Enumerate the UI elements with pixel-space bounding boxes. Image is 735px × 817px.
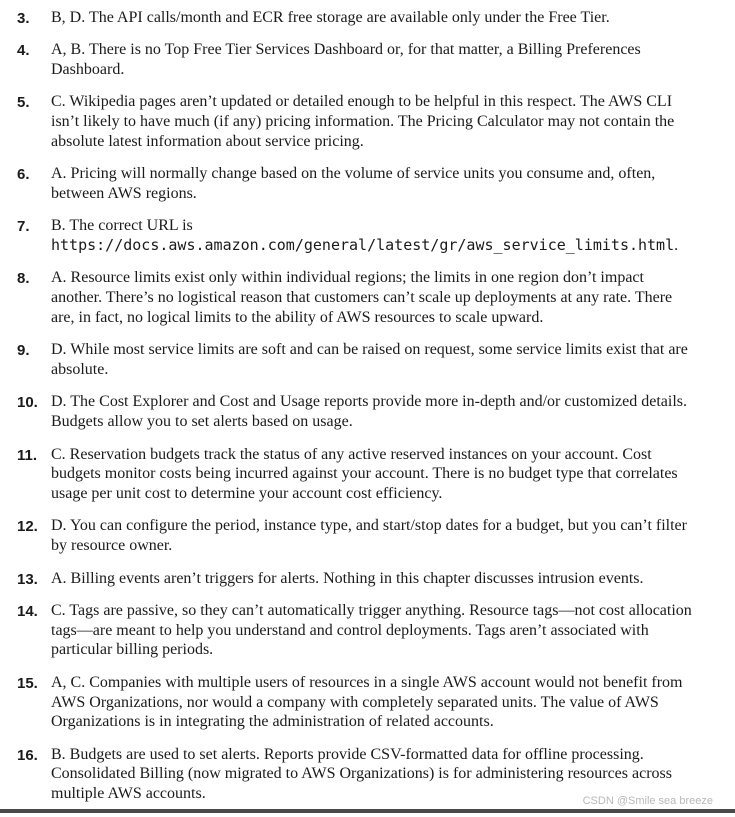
answer-number: 10. — [17, 394, 38, 412]
answer-text: C. Reservation budgets track the status of any active reserved instances on your account. Cost budgets monitor costs being incurred against your account. There is no budget type that correlates usage per unit cost to determine your account cost efficiency. — [51, 445, 678, 503]
answer-item-4 — [0, 40, 735, 80]
answer-number: 3. — [17, 10, 30, 27]
answer-item-9 — [0, 340, 735, 380]
answer-number: 11. — [17, 446, 38, 464]
answer-item-10 — [0, 392, 735, 432]
answer-item-12 — [0, 516, 735, 556]
answer-text: D. You can configure the period, instance type, and start/stop dates for a budget, but you can’t filter by resource owner. — [51, 517, 687, 555]
answer-item-6 — [0, 164, 735, 204]
answer-item-14 — [0, 601, 735, 660]
answer-text: A. Billing events aren’t triggers for alerts. Nothing in this chapter discusses intrusion events. — [51, 569, 644, 587]
answer-text-suffix: . — [674, 237, 679, 255]
answer-item-8 — [0, 268, 735, 327]
answer-number: 15. — [17, 674, 38, 692]
answer-item-15 — [0, 673, 735, 732]
answer-item-7 — [0, 216, 735, 256]
answer-item-11 — [0, 445, 735, 504]
answer-text: A. Pricing will normally change based on the volume of service units you consume and, often, between AWS regions. — [51, 165, 656, 203]
answer-text: B, D. The API calls/month and ECR free storage are available only under the Free Tier. — [51, 9, 610, 26]
answer-number: 16. — [17, 746, 38, 764]
answer-text: D. While most service limits are soft and can be raised on request, some service limits exist that are absolute. — [51, 341, 688, 379]
answer-text — [51, 216, 695, 256]
answer-number: 8. — [17, 270, 30, 288]
answer-text: A. Resource limits exist only within individual regions; the limits in one region don’t impact another. There’s no logistical reason that customers can’t scale up deployments at any rate. There are, in fact, no logical limits to the ability of AWS resources to scale upward. — [51, 269, 673, 327]
answer-text: A, C. Companies with multiple users of resources in a single AWS account would not benefit from AWS Organizations, nor would a company with completely separated units. The value of AWS Organizations is in integrating the administration of related accounts. — [51, 673, 683, 731]
answer-number: 12. — [17, 518, 38, 536]
answer-number: 7. — [17, 218, 30, 236]
answer-text: C. Tags are passive, so they can’t automatically trigger anything. Resource tags—not cost allocation tags—are meant to help you understand and control deployments. Tags aren’t associated with particular billing periods. — [51, 601, 692, 659]
answer-item-3 — [0, 8, 735, 28]
answer-number: 14. — [17, 602, 38, 620]
answer-number: 5. — [17, 94, 30, 112]
answer-number: 13. — [17, 570, 38, 588]
answer-text: C. Wikipedia pages aren’t updated or detailed enough to be helpful in this respect. The AWS CLI isn’t likely to have much (if any) pricing information. The Pricing Calculator may not contain the absolute latest information about service pricing. — [51, 93, 675, 150]
answer-item-13 — [0, 569, 735, 589]
answer-text: A, B. There is no Top Free Tier Services Dashboard or, for that matter, a Billing Preferences Dashboard. — [51, 41, 641, 79]
service-limits-url: https://docs.aws.amazon.com/general/latest/gr/aws_service_limits.html — [51, 236, 675, 255]
answer-number: 6. — [17, 166, 30, 184]
bottom-divider — [0, 809, 735, 813]
answer-text: D. The Cost Explorer and Cost and Usage reports provide more in-depth and/or customized details. Budgets allow you to set alerts based on usage. — [51, 393, 687, 431]
csdn-watermark: CSDN @Smile sea breeze — [582, 795, 713, 807]
answer-text: B. Budgets are used to set alerts. Reports provide CSV-formatted data for offline processing. Consolidated Billing (now migrated to AWS Organizations) is for administering resources across multiple AWS accounts. — [51, 745, 672, 803]
answer-number: 9. — [17, 342, 30, 360]
answer-number: 4. — [17, 42, 30, 60]
answer-text-prefix: B. The correct URL is — [51, 217, 193, 235]
answer-item-5 — [0, 92, 735, 151]
answer-list — [0, 8, 735, 817]
